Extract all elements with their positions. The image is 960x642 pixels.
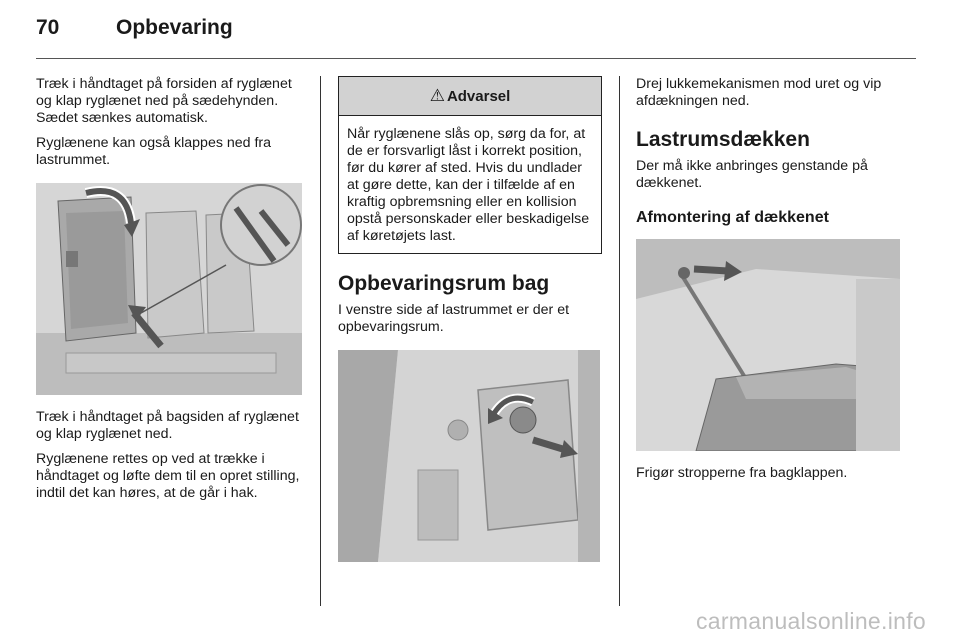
paragraph-fold-back: Træk i håndtaget på bagsiden af ryglænet og klap ryglænet ned.: [36, 409, 299, 442]
paragraph-fold-front: Træk i håndtaget på forsiden af ryglænet og klap ryglænet ned på sædehynden. Sædet sænkes automatisk.: [36, 76, 292, 126]
page-number: 70: [36, 16, 60, 39]
paragraph-release-straps: Frigør stropperne fra bagklappen.: [636, 465, 848, 481]
subsection-title-remove-cover: Afmontering af dækkenet: [636, 209, 829, 226]
warning-header: [339, 77, 601, 116]
warning-text: Når ryglænene slås op, sørg da for, at de er forsvarligt låst i korrekt position, før du kører af sted. Hvis du undlader at gøre dette, kan der i tilfælde af en kraftig opbremsning eller en kollision opstå personskader eller beskadigelse af køretøjets last.: [347, 126, 590, 244]
cargo-cover-illustration: [636, 239, 900, 451]
paragraph-storage: I venstre side af lastrummet er der et opbevaringsrum.: [338, 302, 570, 335]
header-rule: [36, 58, 916, 59]
page-header: [36, 16, 916, 50]
warning-triangle-icon: ⚠: [429, 86, 445, 105]
column-3: [636, 76, 902, 490]
paragraph-turn-lock: Drej lukkemekanismen mod uret og vip afdækningen ned.: [636, 76, 882, 109]
column-1: [36, 76, 302, 510]
paragraph-cargo-cover: Der må ikke anbringes genstande på dækkenet.: [636, 158, 868, 191]
section-title-storage: Opbevaringsrum bag: [338, 272, 550, 295]
column-divider-1: [320, 76, 321, 606]
page-title: Opbevaring: [116, 16, 233, 39]
watermark: carmanualsonline.info: [695, 608, 926, 634]
paragraph-fold-from-cargo: Ryglænene kan også klappes ned fra lastrummet.: [36, 135, 272, 168]
seat-fold-illustration: [36, 183, 302, 395]
warning-box: [338, 76, 602, 254]
column-2: [338, 76, 602, 576]
warning-title: Advarsel: [446, 87, 511, 105]
rear-storage-illustration: [338, 350, 600, 562]
paragraph-raise-backrest: Ryglænene rettes op ved at trække i håndtaget og løfte dem til en opret stilling, indtil det kan høres, at de går i hak.: [36, 451, 300, 501]
column-divider-2: [619, 76, 620, 606]
section-title-cargo-cover: Lastrumsdækken: [636, 128, 810, 151]
